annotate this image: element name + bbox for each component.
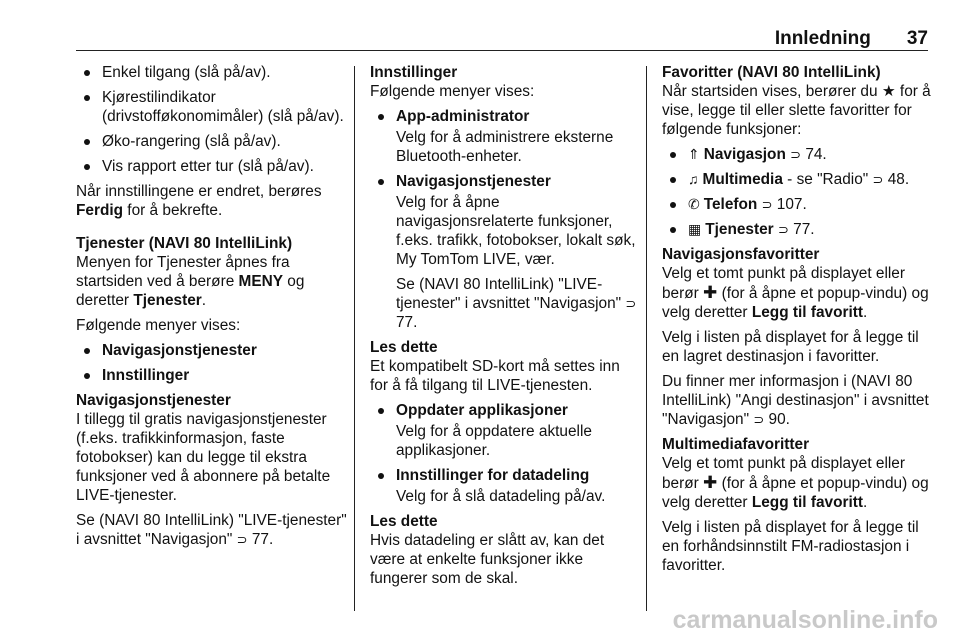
paragraph: Når innstillingene er endret, berøres Ferdig for å bekrefte. bbox=[76, 183, 322, 219]
list-item: Oppdater applikasjoner Velg for å oppdatere aktuelle applikasjoner. bbox=[370, 401, 640, 460]
paragraph: I tillegg til gratis navigasjonstjenester (f.eks. trafikkinformasjon, faste fotobokser) kan du legge til ekstra funksjoner ved å abonnere på betalte LIVE-tjenester. bbox=[76, 411, 331, 504]
page-title: Innledning bbox=[774, 28, 871, 49]
page-header bbox=[775, 27, 928, 51]
list-item: ▦ Tjenester ⊃ 77. bbox=[662, 220, 934, 239]
settings-list-2 bbox=[370, 401, 640, 506]
note-heading: Les dette bbox=[370, 513, 438, 530]
note-text: Hvis datadeling er slått av, kan det være at enkelte funksjoner ikke fungerer som de skal. bbox=[370, 532, 605, 587]
bullet-icon bbox=[378, 473, 384, 479]
page-ref-icon: ⊃ bbox=[790, 147, 802, 162]
page-ref-icon: ⊃ bbox=[753, 412, 765, 427]
section-heading-navigasjonsfavoritter: Navigasjonsfavoritter bbox=[662, 246, 820, 263]
favorites-list bbox=[662, 145, 934, 239]
service-menu-list bbox=[76, 341, 350, 385]
list-item: ✆ Telefon ⊃ 107. bbox=[662, 195, 934, 214]
column-1 bbox=[76, 63, 350, 555]
page-ref-icon: ⊃ bbox=[777, 222, 789, 237]
trip-options-list bbox=[76, 63, 350, 176]
section-heading-favoritter: Favoritter (NAVI 80 IntelliLink) bbox=[662, 64, 881, 81]
bullet-icon bbox=[378, 179, 384, 185]
bullet-icon bbox=[378, 408, 384, 414]
bullet-icon bbox=[670, 227, 676, 233]
page-ref-icon: ⊃ bbox=[236, 532, 248, 547]
paragraph: Følgende menyer vises: bbox=[76, 317, 241, 334]
section-heading-tjenester: Tjenester (NAVI 80 IntelliLink) bbox=[76, 235, 293, 252]
list-item: Innstillinger bbox=[76, 366, 350, 385]
list-item: Kjørestilindikator (drivstofføkonomimåler) (slå på/av). bbox=[76, 88, 350, 126]
page-ref-icon: ⊃ bbox=[625, 296, 637, 311]
paragraph: Følgende menyer vises: bbox=[370, 83, 535, 100]
watermark: carmanualsonline.info bbox=[672, 606, 938, 634]
list-item: Vis rapport etter tur (slå på/av). bbox=[76, 157, 350, 176]
column-divider-1 bbox=[354, 66, 355, 611]
bullet-icon bbox=[84, 373, 90, 379]
list-item: App-administrator Velg for å administrere eksterne Bluetooth-enheter. bbox=[370, 107, 640, 166]
paragraph: Se (NAVI 80 IntelliLink) "LIVE-tjenester" i avsnittet "Navigasjon" ⊃ 77. bbox=[76, 512, 347, 548]
bullet-icon bbox=[84, 139, 90, 145]
column-divider-2 bbox=[646, 66, 647, 611]
note-text: Et kompatibelt SD-kort må settes inn for å få tilgang til LIVE-tjenesten. bbox=[370, 358, 620, 394]
bullet-icon bbox=[670, 202, 676, 208]
page-ref-icon: ⊃ bbox=[761, 197, 773, 212]
phone-icon: ✆ bbox=[688, 196, 700, 212]
paragraph: Menyen for Tjenester åpnes fra startsiden ved å berøre MENY og deretter Tjenester. bbox=[76, 254, 305, 309]
bullet-icon bbox=[84, 95, 90, 101]
list-item: Enkel tilgang (slå på/av). bbox=[76, 63, 350, 82]
plus-icon: ✚ bbox=[703, 473, 718, 492]
paragraph: Når startsiden vises, berører du ★ for å vise, legge til eller slette favoritter for følgende funksjoner: bbox=[662, 83, 931, 138]
header-rule bbox=[76, 50, 928, 51]
page-ref-icon: ⊃ bbox=[872, 172, 884, 187]
bullet-icon bbox=[84, 70, 90, 76]
bullet-icon bbox=[378, 114, 384, 120]
paragraph: Du finner mer informasjon i (NAVI 80 IntelliLink) "Angi destinasjon" i avsnittet "Navigasjon" ⊃ 90. bbox=[662, 373, 929, 428]
page-number: 37 bbox=[906, 28, 928, 49]
multimedia-icon: ♫ bbox=[688, 171, 699, 187]
paragraph: Velg i listen på displayet for å legge til en forhåndsinnstilt FM-radiostasjon i favoritter. bbox=[662, 519, 919, 574]
list-item: Innstillinger for datadeling Velg for å slå datadeling på/av. bbox=[370, 466, 640, 506]
bullet-icon bbox=[84, 164, 90, 170]
settings-list-1 bbox=[370, 107, 640, 332]
bullet-icon bbox=[670, 177, 676, 183]
bullet-icon bbox=[84, 348, 90, 354]
note-heading: Les dette bbox=[370, 339, 438, 356]
star-icon: ★ bbox=[881, 83, 896, 100]
paragraph: Velg i listen på displayet for å legge til en lagret destinasjon i favoritter. bbox=[662, 329, 919, 365]
list-item: ⇑ Navigasjon ⊃ 74. bbox=[662, 145, 934, 164]
column-2 bbox=[370, 63, 640, 594]
section-heading-innstillinger: Innstillinger bbox=[370, 64, 458, 81]
section-heading-multimediafavoritter: Multimediafavoritter bbox=[662, 436, 810, 453]
column-3 bbox=[662, 63, 934, 581]
list-item: ♫ Multimedia - se "Radio" ⊃ 48. bbox=[662, 170, 934, 189]
bullet-icon bbox=[670, 152, 676, 158]
plus-icon: ✚ bbox=[703, 283, 718, 302]
section-heading-navigasjonstjenester: Navigasjonstjenester bbox=[76, 392, 231, 409]
list-item: Navigasjonstjenester bbox=[76, 341, 350, 360]
list-item: Navigasjonstjenester Velg for å åpne navigasjonsrelaterte funksjoner, f.eks. trafikk, fotobokser, lokalt søk, My TomTom LIVE, vær. Se (NAVI 80 IntelliLink) "LIVE-tjenester" i avsnittet "Navigasjon" ⊃ 77. bbox=[370, 172, 640, 332]
paragraph: Velg et tomt punkt på displayet eller berør ✚ (for å åpne et popup-vindu) og velg deretter Legg til favoritt. bbox=[662, 455, 929, 511]
list-item: Øko-rangering (slå på/av). bbox=[76, 132, 350, 151]
navigation-icon: ⇑ bbox=[688, 146, 700, 162]
services-icon: ▦ bbox=[688, 221, 702, 237]
paragraph: Velg et tomt punkt på displayet eller berør ✚ (for å åpne et popup-vindu) og velg deretter Legg til favoritt. bbox=[662, 265, 929, 321]
